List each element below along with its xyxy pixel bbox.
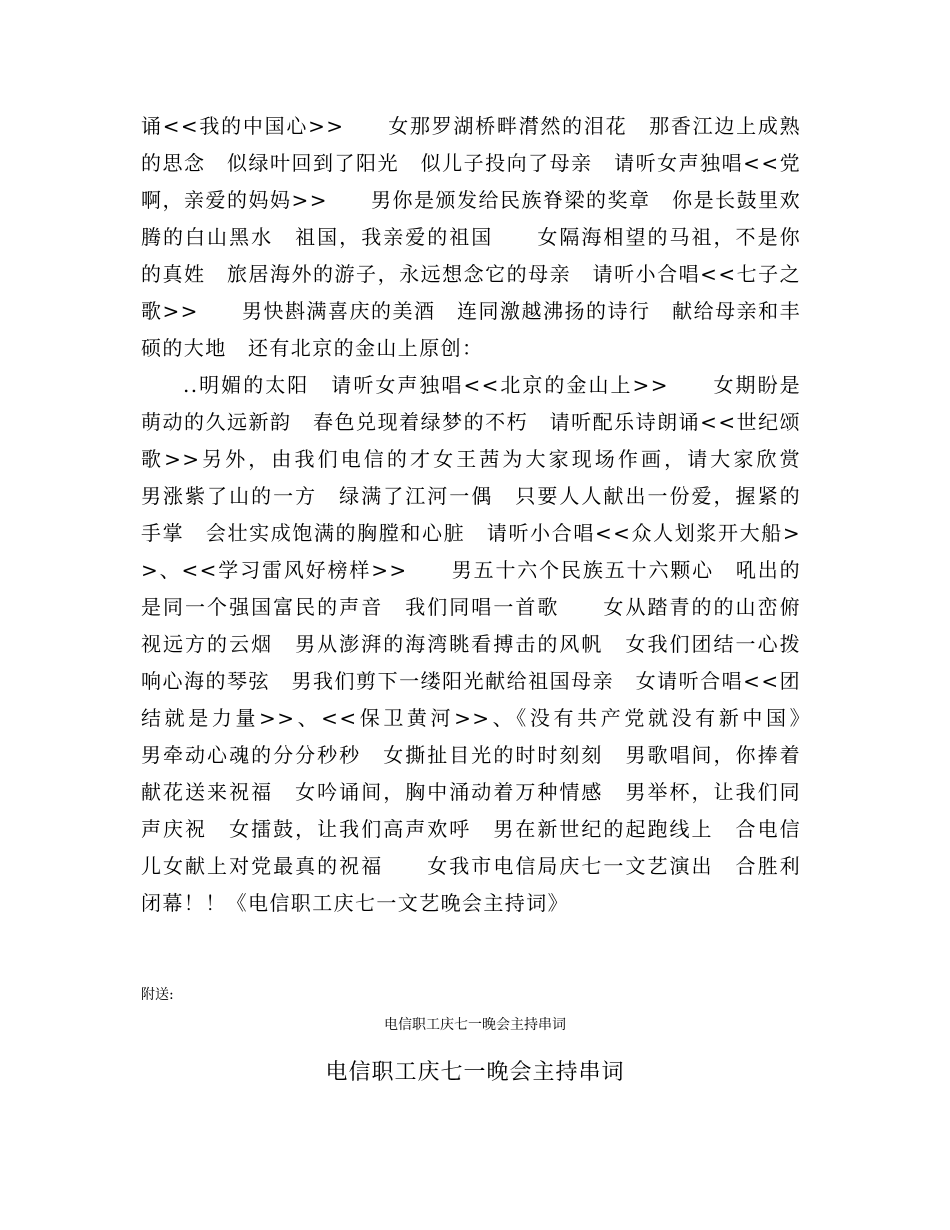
appendix-label: 附送: <box>141 987 174 1003</box>
paragraph-1: 诵<<我的中国心>> 女那罗湖桥畔潸然的泪花 那香江边上成熟的思念 似绿叶回到了阳光 似儿子投向了母亲 请听女声独唱<<党啊，亲爱的妈妈>> 男你是颁发给民族脊梁的奖章 你是长鼓里欢腾的白山黑水 祖国，我亲爱的祖国 女隔海相望的马祖，不是你的真姓 旅居海外的游子，永远想念它的母亲 请听小合唱<<七子之歌>> 男快斟满喜庆的美酒 连同激越沸扬的诗行 献给母亲和丰硕的大地 还有北京的金山上原创： <box>141 114 801 360</box>
appendix-title: 电信职工庆七一晚会主持串词 <box>325 1060 625 1085</box>
paragraph-2: ..明媚的太阳 请听女声独唱<<北京的金山上>> 女期盼是萌动的久远新韵 春色兑现着绿梦的不朽 请听配乐诗朗诵<<世纪颂歌>>另外，由我们电信的才女王茜为大家现场作画，请大家欣赏 男涨紫了山的一方 绿满了江河一偶 只要人人献出一份爱，握紧的手掌 会壮实成饱满的胸膛和心脏 请听小合唱<<众人划浆开大船>>、<<学习雷风好榜样>> 男五十六个民族五十六颗心 吼出的是同一个强国富民的声音 我们同唱一首歌 女从踏青的的山峦俯视远方的云烟 男从澎湃的海湾眺看搏击的风帆 女我们团结一心拨响心海的琴弦 男我们剪下一缕阳光献给祖国母亲 女请听合唱<<团结就是力量>>、<<保卫黄河>>、《没有共产党就没有新中国》 男牵动心魂的分分秒秒 女撕扯目光的时时刻刻 男歌唱间，你捧着献花送来祝福 女吟诵间，胸中涌动着万种情感 男举杯，让我们同声庆祝 女擂鼓，让我们高声欢呼 男在新世纪的起跑线上 合电信儿女献上对党最真的祝福 女我市电信局庆七一文艺演出 合胜利闭幕！！《电信职工庆七一文艺晚会主持词》 <box>141 373 844 915</box>
appendix-subtitle: 电信职工庆七一晚会主持串词 <box>384 1017 566 1033</box>
document-body <box>141 108 844 922</box>
